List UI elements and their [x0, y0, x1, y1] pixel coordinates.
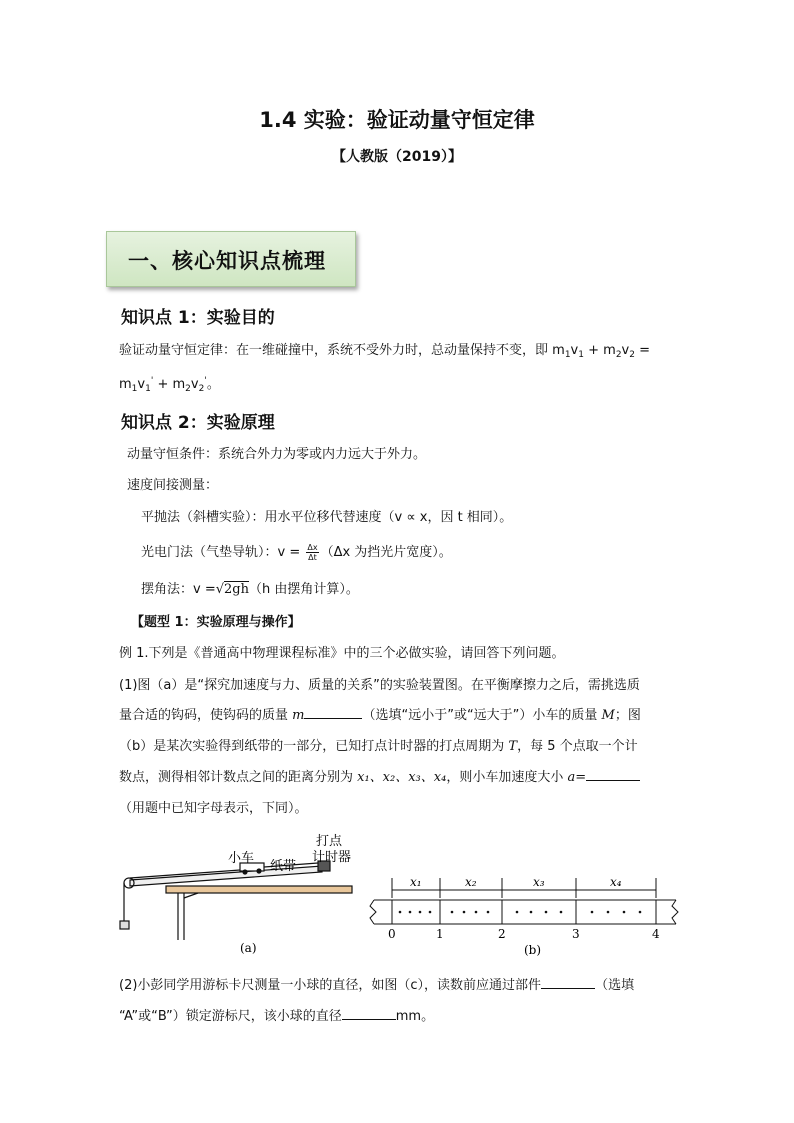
q2-l1b: （选填 — [595, 978, 635, 993]
ex1-line1: (1)图（a）是“探究加速度与力、质量的关系”的实验装置图。在平衡摩擦力之后，需挑选质 — [119, 678, 640, 693]
kp2-speed: 速度间接测量： — [127, 478, 219, 493]
q2-line2 — [119, 1007, 434, 1027]
kp1-line1 — [119, 341, 650, 365]
l4b: ，则小车加速度大小 — [446, 770, 568, 785]
var-T: T — [508, 739, 518, 754]
blank-1[interactable] — [304, 718, 362, 719]
label-x4: x₄ — [610, 875, 622, 889]
ex1-line3 — [119, 737, 638, 757]
label-tape: 纸带 — [270, 859, 297, 874]
kp2-heading: 知识点 2：实验原理 — [121, 413, 275, 433]
figure-b — [368, 872, 682, 960]
q2-l1a: (2)小彭同学用游标卡尺测量一小球的直径，如图（c），读数前应通过部件 — [119, 978, 542, 993]
m2-post: （Δx 为挡光片宽度）。 — [320, 545, 452, 560]
tick-3: 3 — [572, 927, 580, 941]
ex1-line4 — [119, 768, 640, 788]
label-x1: x₁ — [410, 875, 422, 889]
l3b: ，每 5 个点取一个计 — [517, 739, 638, 754]
kp1-end: 。 — [206, 377, 220, 392]
tick-4: 4 — [652, 927, 660, 941]
kp2-method2 — [141, 543, 452, 563]
label-cart: 小车 — [228, 851, 255, 866]
section-title: 一、核心知识点梳理 — [128, 248, 326, 273]
kp2-condition: 动量守恒条件：系统合外力为零或内力远大于外力。 — [127, 447, 427, 462]
frac-den: Δt — [308, 553, 317, 562]
kp1-eq-rhs: $m_1v_1' + m_2v_2'$ — [119, 376, 207, 394]
kp2-method1: 平抛法（斜槽实验）：用水平位移代替速度（v ∝ x，因 t 相同）。 — [141, 510, 513, 525]
label-x3: x₃ — [533, 875, 545, 889]
label-x2: x₂ — [465, 875, 477, 889]
q2-line1 — [119, 976, 634, 996]
kp1-eq-lhs: $m_1v_1 + m_2v_2$ = — [552, 343, 651, 360]
page-subtitle: 【人教版（2019）】 — [332, 149, 462, 165]
caption-a: (a) — [240, 941, 257, 955]
kp1-heading: 知识点 1：实验目的 — [121, 308, 275, 328]
blank-4[interactable] — [342, 1019, 396, 1020]
tick-2: 2 — [498, 927, 506, 941]
l3a: （b）是某次实验得到纸带的一部分，已知打点计时器的打点周期为 — [119, 739, 509, 754]
var-a: a= — [567, 770, 587, 785]
q2-l2b: mm。 — [395, 1009, 435, 1024]
tick-0: 0 — [388, 927, 396, 941]
m2-pre: 光电门法（气垫导轨）：v = — [141, 545, 305, 560]
q2-l2a: “A”或“B”）锁定游标尺，该小球的直径 — [119, 1009, 342, 1024]
blank-2[interactable] — [586, 780, 640, 781]
figure-a — [118, 830, 368, 960]
l2c: ；图 — [614, 708, 641, 723]
kp1-text: 验证动量守恒定律：在一维碰撞中，系统不受外力时，总动量保持不变，即 — [119, 343, 553, 358]
page-title: 1.4 实验：验证动量守恒定律 — [259, 108, 535, 132]
l2b: （选填“远小于”或“远大于”）小车的质量 — [362, 708, 602, 723]
kp1-line2 — [119, 371, 220, 399]
tape-dots — [399, 911, 642, 914]
var-x: x₁、x₂、x₃、x₄ — [357, 770, 447, 785]
m3-pre: 摆角法：v =√ — [141, 582, 225, 597]
fraction — [306, 543, 318, 562]
var-M: M — [601, 708, 615, 723]
tick-1: 1 — [436, 927, 444, 941]
label-timer-2: 计时器 — [312, 850, 352, 865]
caption-b: (b) — [524, 943, 542, 957]
ex1-line5: （用题中已知字母表示，下同）。 — [119, 801, 308, 816]
kp2-method3 — [141, 580, 359, 600]
l4a: 数点，测得相邻计数点之间的距离分别为 — [119, 770, 358, 785]
m3-post: （h 由摆角计算）。 — [248, 582, 359, 597]
label-timer-1: 打点 — [316, 834, 343, 849]
ex1-intro: 例 1.下列是《普通高中物理课程标准》中的三个必做实验，请回答下列问题。 — [119, 646, 565, 661]
type1-heading: 【题型 1：实验原理与操作】 — [131, 615, 301, 630]
blank-3[interactable] — [541, 988, 595, 989]
frac-num: Δx — [307, 543, 318, 552]
ex1-line2 — [119, 706, 641, 726]
var-m: m — [292, 708, 305, 723]
l2a: 量合适的钩码，使钩码的质量 — [119, 708, 293, 723]
sqrt-expr: 2gh — [224, 582, 249, 597]
